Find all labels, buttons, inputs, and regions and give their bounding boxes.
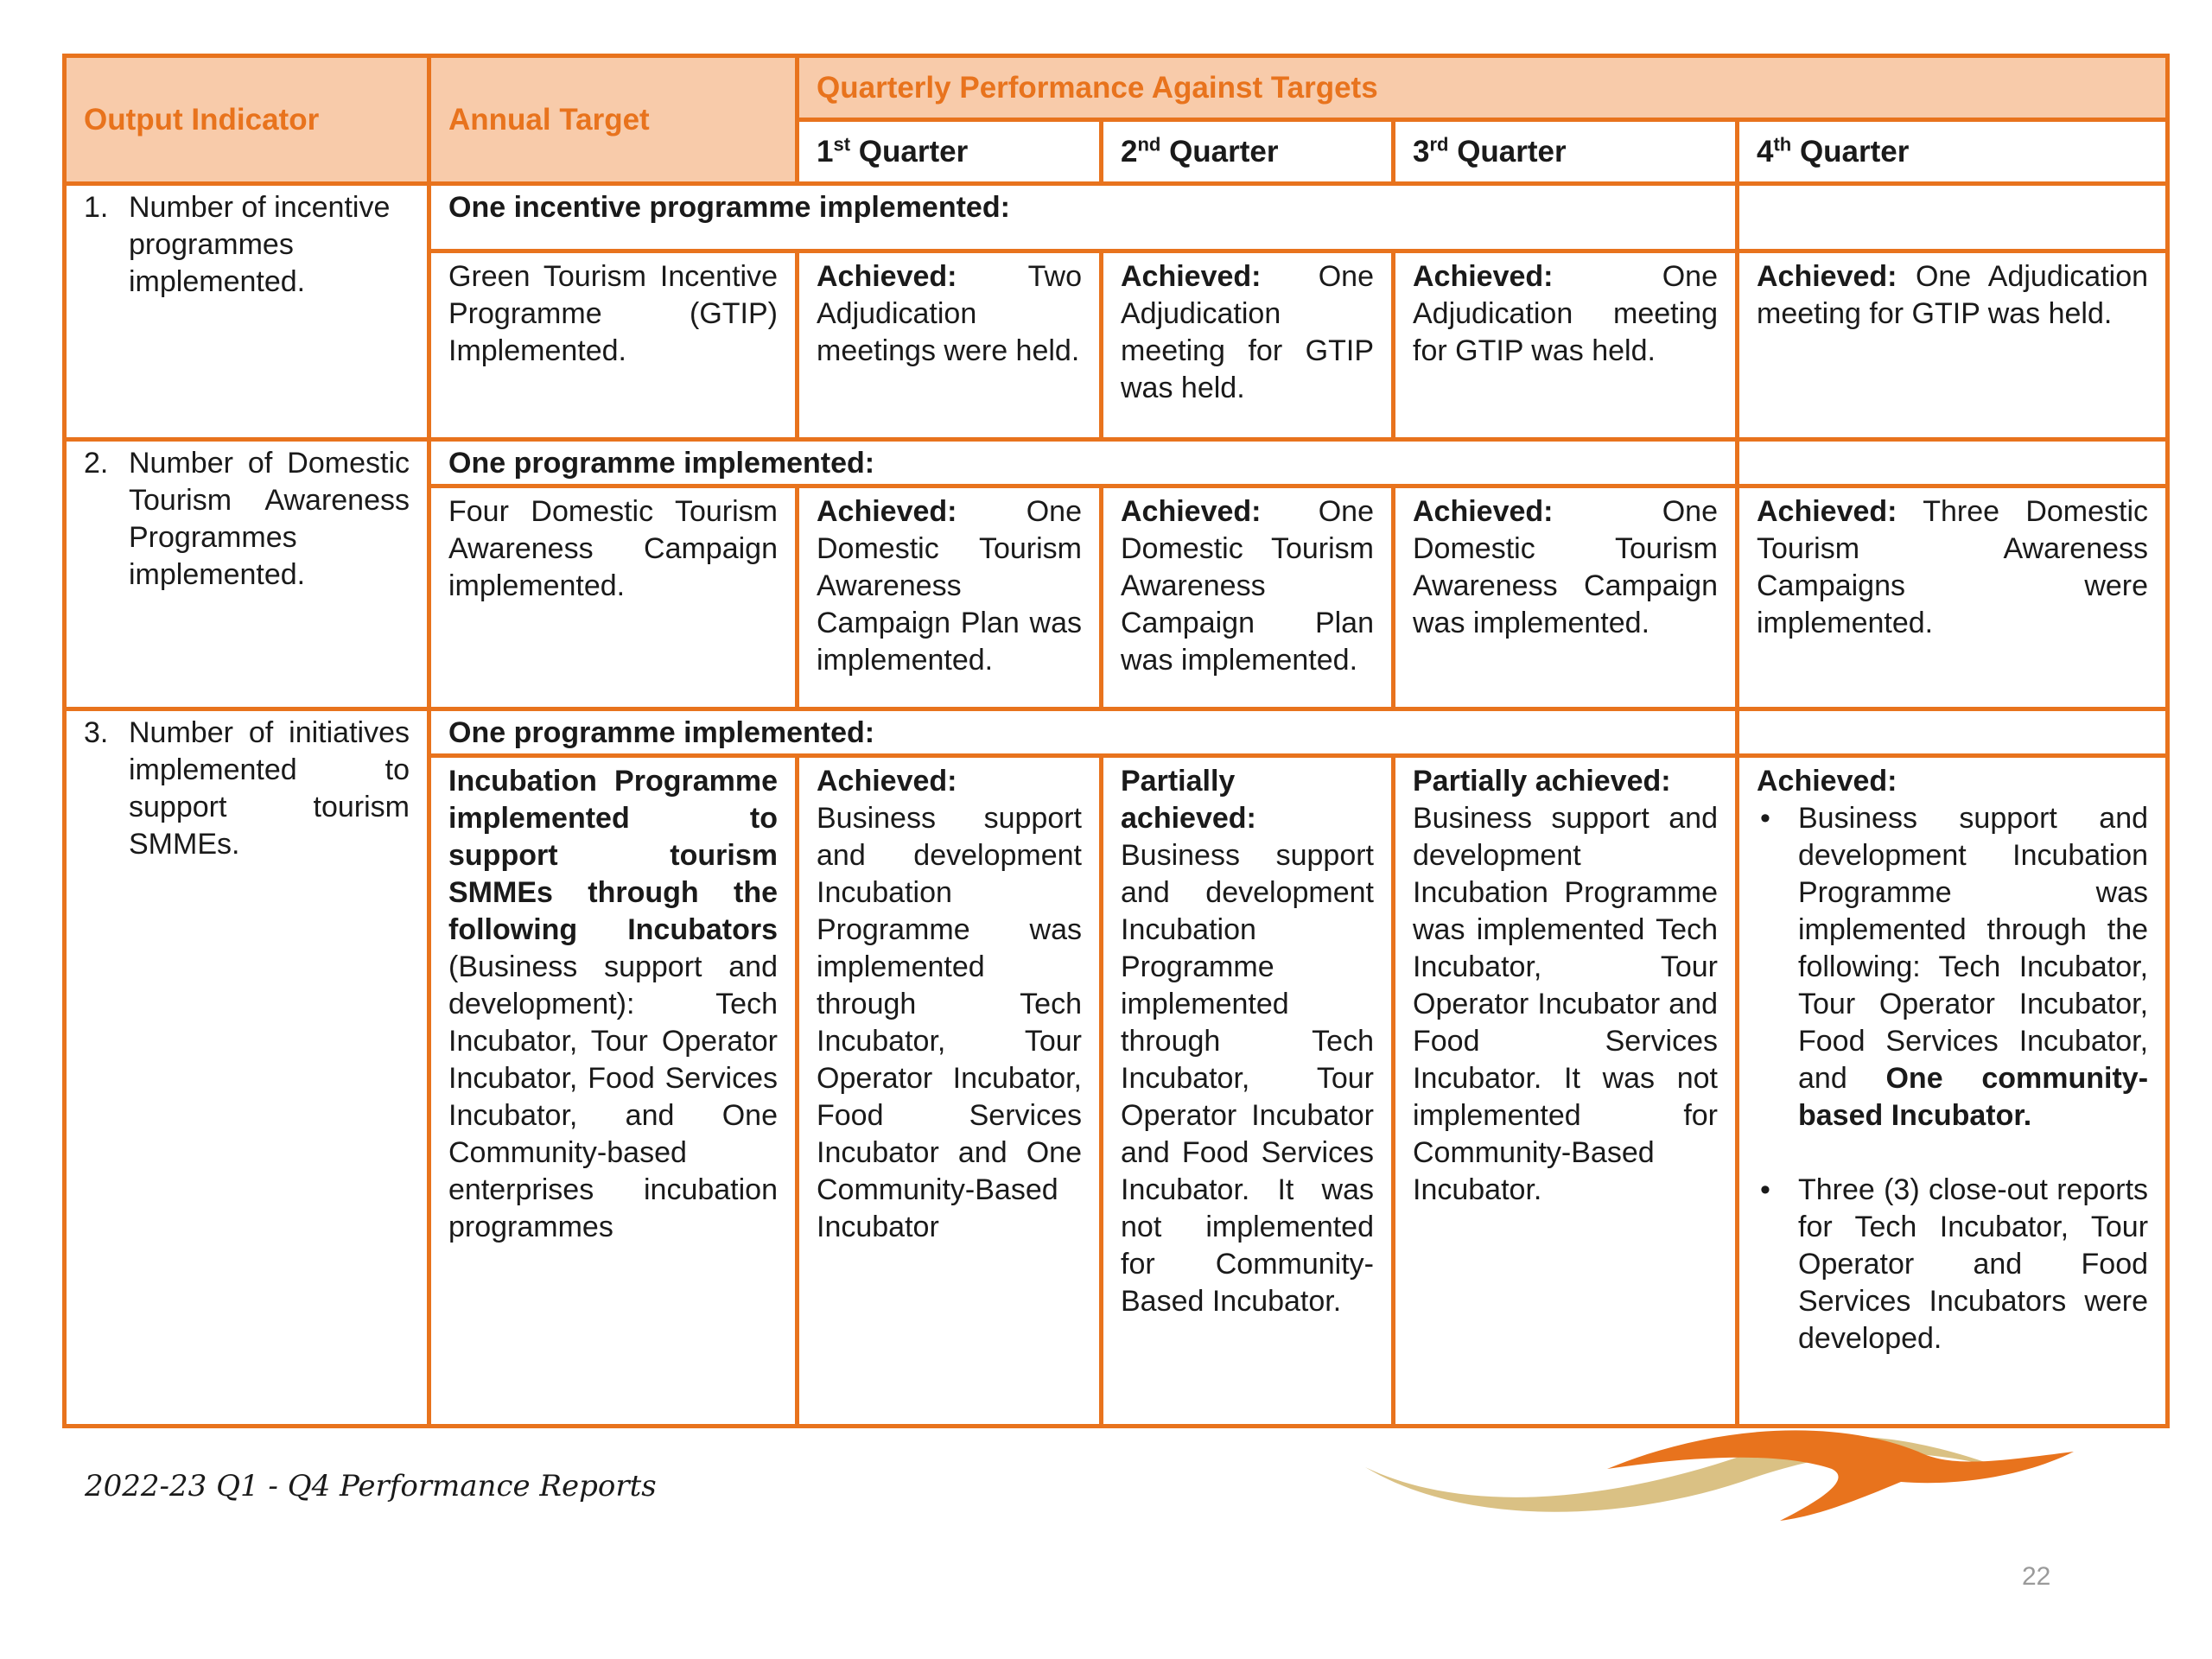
status-label: Partially achieved: bbox=[1413, 765, 1671, 798]
swoosh-logo bbox=[1348, 1417, 2074, 1521]
result-text: One Adjudication meeting for GTIP was held. bbox=[1413, 260, 1718, 367]
q3-cell-2 bbox=[1394, 486, 1738, 709]
summary-row-1: One incentive programme implemented: bbox=[429, 184, 1738, 251]
status-label: Partially achieved: bbox=[1121, 765, 1256, 835]
q2-cell-2 bbox=[1102, 486, 1394, 709]
q4-cell-3 bbox=[1738, 756, 2168, 1427]
header-q2: 2nd Quarter bbox=[1102, 120, 1394, 184]
result-text: One Domestic Tourism Awareness Campaign Plan was implemented. bbox=[1121, 495, 1374, 677]
result-text: Business support and development Incubation Programme implemented through Tech Incubator, Tour Operator Incubator and Food Services Incubator. It was not implemented for Community-Based Incubator. bbox=[1121, 839, 1374, 1318]
q3-cell-1 bbox=[1394, 251, 1738, 440]
header-q1: 1st Quarter bbox=[798, 120, 1102, 184]
summary-row-3: One programme implemented: bbox=[429, 709, 1738, 756]
indicator-text: Number of Domestic Tourism Awareness Programmes implemented. bbox=[129, 447, 410, 591]
indicator-cell-3 bbox=[65, 709, 429, 1427]
annual-target-2: Four Domestic Tourism Awareness Campaign implemented. bbox=[429, 486, 798, 709]
q1-cell-2 bbox=[798, 486, 1102, 709]
list-item bbox=[1757, 1172, 2148, 1357]
status-label: Achieved: bbox=[817, 765, 957, 798]
status-label: Achieved: bbox=[1413, 495, 1554, 528]
q2-cell-3 bbox=[1102, 756, 1394, 1427]
result-text: Business support and development Incubation Programme was implemented through Tech Incubator, Tour Operator Incubator, Food Services Incubator and One Community-Based Incubator bbox=[817, 802, 1082, 1243]
q1-cell-1 bbox=[798, 251, 1102, 440]
q2-cell-1 bbox=[1102, 251, 1394, 440]
header-q4: 4th Quarter bbox=[1738, 120, 2168, 184]
header-q3: 3rd Quarter bbox=[1394, 120, 1738, 184]
result-text: One Domestic Tourism Awareness Campaign Plan was implemented. bbox=[817, 495, 1082, 677]
list-item bbox=[1757, 800, 2148, 1135]
annual-target-3 bbox=[429, 756, 798, 1427]
status-label: Achieved: bbox=[1757, 765, 1897, 798]
summary-row-2-empty bbox=[1738, 440, 2168, 486]
header-quarterly-performance: Quarterly Performance Against Targets bbox=[798, 56, 2168, 120]
performance-table bbox=[62, 54, 2170, 1428]
status-label: Achieved: bbox=[1121, 495, 1262, 528]
q4-bullet-list bbox=[1757, 800, 2148, 1357]
indicator-cell-1 bbox=[65, 184, 429, 440]
result-text: One Domestic Tourism Awareness Campaign was implemented. bbox=[1413, 495, 1718, 639]
status-label: Achieved: bbox=[1757, 260, 1897, 293]
status-label: Achieved: bbox=[817, 260, 957, 293]
page-number: 22 bbox=[2022, 1562, 2051, 1591]
annual-target-1: Green Tourism Incentive Programme (GTIP) Implemented. bbox=[429, 251, 798, 440]
indicator-cell-2 bbox=[65, 440, 429, 709]
target-text: (Business support and development): Tech Incubator, Tour Operator Incubator, Food Services Incubator, and One Community-based enterprises incubation programmes bbox=[448, 950, 778, 1243]
result-text: One Adjudication meeting for GTIP was held. bbox=[1757, 260, 2149, 330]
status-label: Achieved: bbox=[1121, 260, 1262, 293]
indicator-number: 2. bbox=[84, 447, 109, 480]
status-label: Achieved: bbox=[1413, 260, 1554, 293]
bullet-text: Business support and development Incubation Programme was implemented through the following: Tech Incubator, Tour Operator Incubator, Food Services Incubator, and bbox=[1798, 802, 2149, 1095]
bullet-text: Three (3) close-out reports for Tech Incubator, Tour Operator and Food Services Incubators were developed. bbox=[1798, 1173, 2149, 1355]
target-bold-text: Incubation Programme implemented to support tourism SMMEs through the following Incubators bbox=[448, 765, 778, 946]
q1-cell-3 bbox=[798, 756, 1102, 1427]
q4-cell-1 bbox=[1738, 251, 2168, 440]
summary-row-3-empty bbox=[1738, 709, 2168, 756]
indicator-text: Number of incentive programmes implemented. bbox=[129, 191, 391, 298]
header-output-indicator: Output Indicator bbox=[65, 56, 429, 184]
indicator-text: Number of initiatives implemented to support tourism SMMEs. bbox=[129, 716, 410, 861]
indicator-number: 3. bbox=[84, 716, 109, 749]
footer-report-title: 2022-23 Q1 - Q4 Performance Reports bbox=[85, 1469, 657, 1503]
summary-row-1-empty bbox=[1738, 184, 2168, 251]
bullet-bold-text: One community-based Incubator. bbox=[1798, 1062, 2149, 1132]
indicator-number: 1. bbox=[84, 191, 109, 224]
result-text: Business support and development Incubation Programme was implemented Tech Incubator, Tour Operator Incubator and Food Services Incubator. It was not implemented for Community-Based Incubator. bbox=[1413, 802, 1718, 1206]
q3-cell-3 bbox=[1394, 756, 1738, 1427]
result-text: One Adjudication meeting for GTIP was held. bbox=[1121, 260, 1374, 404]
summary-row-2: One programme implemented: bbox=[429, 440, 1738, 486]
result-text: Three Domestic Tourism Awareness Campaigns were implemented. bbox=[1757, 495, 2149, 639]
header-annual-target: Annual Target bbox=[429, 56, 798, 184]
status-label: Achieved: bbox=[817, 495, 957, 528]
result-text: Two Adjudication meetings were held. bbox=[817, 260, 1082, 367]
status-label: Achieved: bbox=[1757, 495, 1897, 528]
q4-cell-2 bbox=[1738, 486, 2168, 709]
